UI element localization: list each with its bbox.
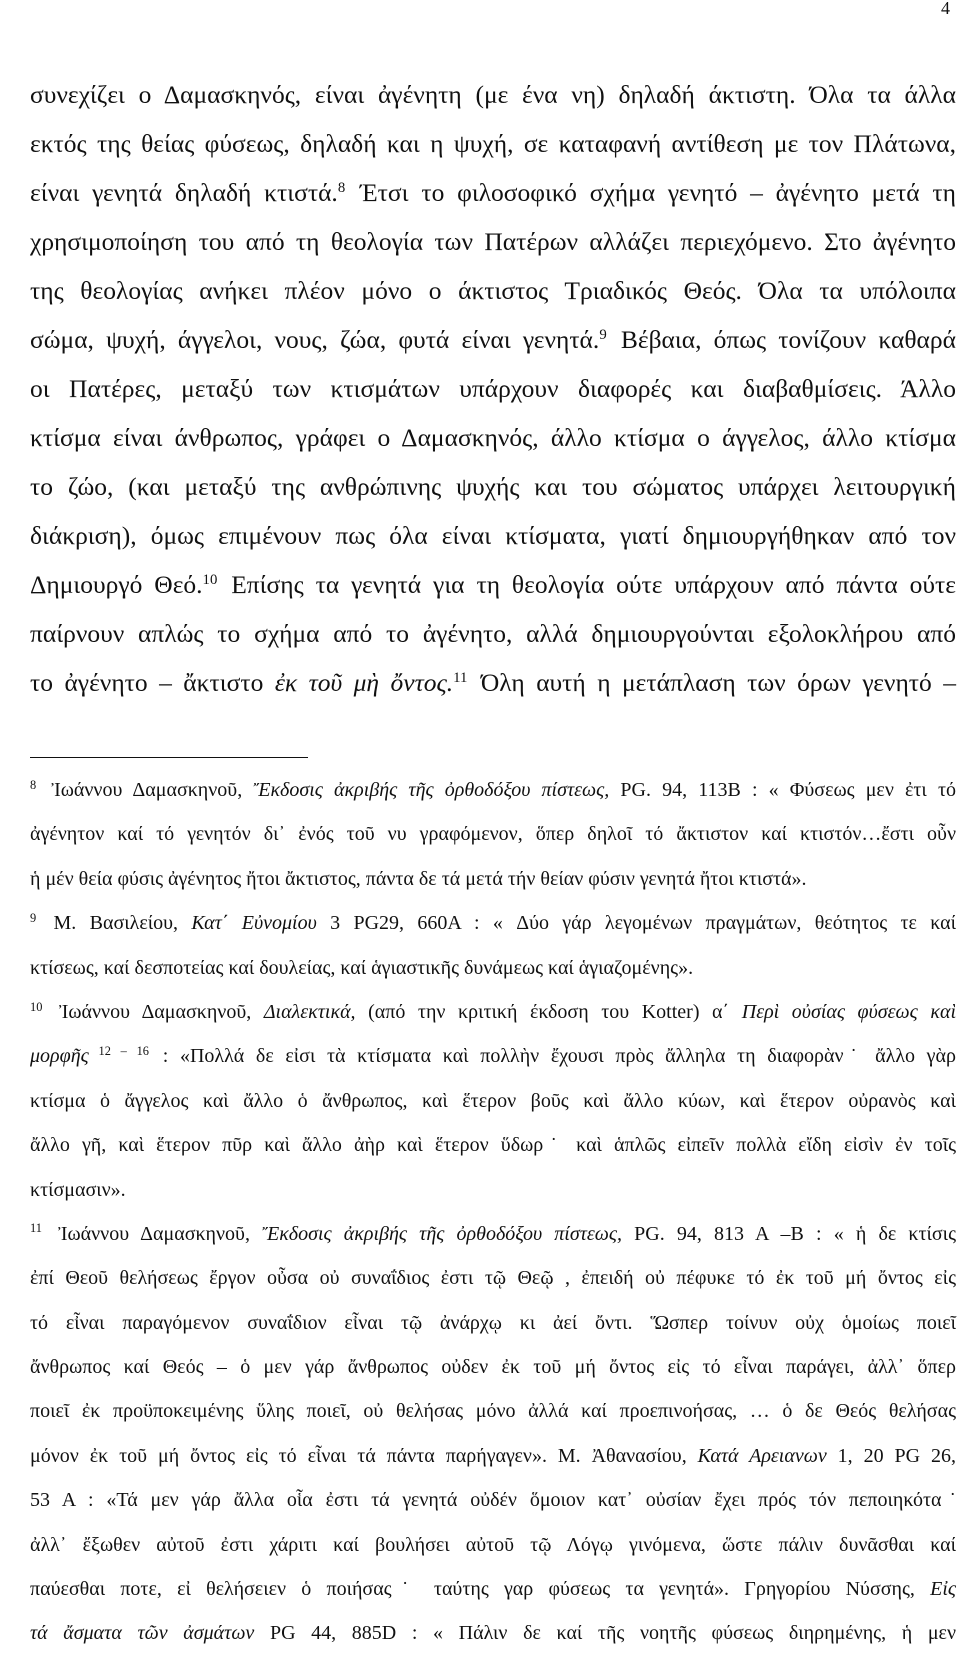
text-run: ἄνθρωπος καί Θεός – ὁ μεν γάρ ἄνθρωπος οὐδεν ἐκ τοῦ μή ὄντος εἰς τό εἶναι παράγει, ἀλλ᾽ ὅπερ xyxy=(30,1356,956,1379)
text-run: Επίσης τα γενητά για τη θεολογία ούτε υπάρχουν από πάντα ούτε xyxy=(219,570,956,599)
italic-title: Περὶ οὐσίας φύσεως καὶ xyxy=(741,1000,956,1023)
footnote-line xyxy=(30,1389,956,1433)
footnotes xyxy=(30,768,956,1656)
italic-title: μορφῆς xyxy=(30,1045,89,1068)
footnote-marker: 8 xyxy=(337,180,346,197)
text-run: κτίσεως, καί δεσποτείας καί δουλείας, καί ἁγιαστικῆς δυνάμεως καί ἁγιαζομένης». xyxy=(30,956,694,979)
footnote-line xyxy=(30,1567,956,1611)
body-line xyxy=(30,315,956,364)
text-run: είναι γενητά δηλαδή κτιστά. xyxy=(30,178,338,207)
text-run: ἄλλο γῆ, καὶ ἕτερον πῦρ καὶ ἄλλο ἀὴρ καὶ ἕτερον ὕδωρ˙ καὶ ἁπλῶς εἰπεῖν πολλὰ εἴδη εἰσὶν ἐν τοῖς xyxy=(30,1134,956,1157)
text-run: μόνον ἐκ τοῦ μή ὄντος εἰς τό εἶναι τά πάντα παρήγαγεν». Μ. Ἀθανασίου, xyxy=(30,1444,698,1467)
italic-title: Εἰς xyxy=(930,1578,956,1601)
text-run: διάκριση), όμως επιμένουν πως όλα είναι κτίσματα, γιατί δημιουργήθηκαν από τον xyxy=(30,521,956,550)
footnote-line xyxy=(30,1611,956,1655)
text-run: 53 A : «Τά μεν γάρ ἄλλα οἷα ἐστι τά γενητά οὐδέν ὅμοιον κατ᾽ οὐσίαν ἔχει πρός τόν πεποιηκότα˙ xyxy=(30,1489,956,1512)
text-run: ἀγένητον καί τό γενητόν δι᾽ ἐνός τοῦ νυ γραφόμενον, ὅπερ δηλοῖ τό ἄκτιστον καί κτιστόν…ἔστι οὖν xyxy=(30,823,956,846)
page-number: 4 xyxy=(941,0,950,18)
main-text-body xyxy=(30,70,956,707)
text-run: κτίσμασιν». xyxy=(30,1178,126,1201)
footnote-line xyxy=(30,1434,956,1478)
body-line xyxy=(30,658,956,707)
text-run: Ἰωάννου Δαμασκηνοῦ, xyxy=(46,1000,264,1023)
footnote-line xyxy=(30,857,956,901)
italic-title: Κατ΄ Εὐνομίου xyxy=(191,912,317,935)
italic-title: Ἔκδοσις ἀκριβής τῆς ὀρθοδόξου πίστεως, xyxy=(253,779,610,801)
text-run: Έτσι το φιλοσοφικό σχήμα γενητό – ἀγένητο μετά τη xyxy=(347,178,956,207)
footnote-line xyxy=(30,1168,956,1212)
footnote-marker: 9 xyxy=(599,327,607,344)
text-run: 3 PG29, 660A : « Δύο γάρ λεγομένων πραγμάτων, θεότητος τε καί xyxy=(316,912,956,935)
body-line xyxy=(30,609,956,658)
footnote-marker: 9 xyxy=(30,910,37,925)
footnote-marker: 10 xyxy=(30,999,43,1014)
body-line xyxy=(30,168,956,217)
text-run: : «Πολλά δε εἰσι τὰ κτίσματα καὶ πολλὴν ἔχουσι πρὸς ἄλληλα τη διαφορὰν˙ ἄλλο γὰρ xyxy=(162,1045,956,1068)
text-run: Βέβαια, όπως τονίζουν καθαρά xyxy=(608,325,956,354)
text-run: ἡ μέν θεία φύσις ἀγένητος ἤτοι ἄκτιστος, πάντα δε τά μετά τήν θείαν φύσιν γενητά ἤτοι κτιστά». xyxy=(30,867,807,890)
footnote-line xyxy=(30,1256,956,1300)
text-run: συνεχίζει ο Δαμασκηνός, είναι ἀγένητη (με ένα νη) δηλαδή άκτιστη. Όλα τα άλλα xyxy=(30,80,956,109)
text-run: Ἰωάννου Δαμασκηνοῦ, xyxy=(40,779,254,801)
footnote-marker: 8 xyxy=(30,777,37,792)
footnote-marker: 12 – 16 xyxy=(88,1043,159,1058)
text-run: 1, 20 PG 26, xyxy=(826,1444,956,1467)
footnote-line xyxy=(30,990,956,1034)
body-line xyxy=(30,364,956,413)
body-line xyxy=(30,217,956,266)
body-line xyxy=(30,266,956,315)
body-line xyxy=(30,119,956,168)
text-run: (από την κριτική έκδοση του Kotter) α΄ xyxy=(355,1000,742,1023)
text-run: το ἀγένητο – ἄκτιστο xyxy=(30,668,275,697)
text-run: το ζώο, (και μεταξύ της ανθρώπινης ψυχής και του σώματος υπάρχει λειτουργική xyxy=(30,472,956,501)
text-run: ἀλλ᾽ ἔξωθεν αὐτοῦ ἐστι χάριτι καί βουλήσει αὐτοῦ τῷ Λόγῳ γινόμενα, ὥστε πάλιν δυνᾶσθαι καί xyxy=(30,1533,956,1556)
footnote-line xyxy=(30,1079,956,1123)
text-run: κτίσμα ὁ ἄγγελος καὶ ἄλλο ὁ ἄνθρωπος, καὶ ἕτερον βοῦς καὶ ἄλλο κύων, καὶ ἕτερον οὐρανὸς καὶ xyxy=(30,1089,956,1112)
footnote-line xyxy=(30,1034,956,1078)
body-line xyxy=(30,511,956,560)
text-run: Ἰωάννου Δαμασκηνοῦ, xyxy=(45,1222,263,1245)
footnote-line xyxy=(30,1301,956,1345)
footnote-line xyxy=(30,812,956,856)
footnote-line xyxy=(30,901,956,945)
footnote-line xyxy=(30,946,956,990)
text-run: ποιεῖ ἐκ προϋποκειμένης ὕλης ποιεῖ, οὐ θελήσας μόνο ἀλλά καί προεπινοήσας, … ὁ δε Θεός θελήσας xyxy=(30,1400,956,1423)
text-run: σώμα, ψυχή, άγγελοι, νους, ζώα, φυτά είναι γενητά. xyxy=(30,325,600,354)
text-run: εκτός της θείας φύσεως, δηλαδή και η ψυχή, σε καταφανή αντίθεση με τον Πλάτωνα, xyxy=(30,129,956,158)
body-line xyxy=(30,560,956,609)
footnote-line xyxy=(30,768,956,812)
text-run: PG. 94, 813 A –B : « ἡ δε κτίσις xyxy=(622,1222,956,1245)
footnote-line xyxy=(30,1523,956,1567)
text-run: κτίσμα είναι άνθρωπος, γράφει ο Δαμασκηνός, άλλο κτίσμα ο άγγελος, άλλο κτίσμα xyxy=(30,423,956,452)
text-run: PG. 94, 113B : « Φύσεως μεν ἐτι τό xyxy=(609,779,956,801)
text-run: παύεσθαι ποτε, εἰ θελήσειεν ὁ ποιήσας˙ ταύτης γαρ φύσεως τα γενητά». Γρηγορίου Νύσσης, xyxy=(30,1578,931,1601)
text-run: παίρνουν απλώς το σχήμα από το ἀγένητο, αλλά δημιουργούνται εξολοκλήρου από xyxy=(30,619,956,648)
italic-title: Κατά Αρειανων xyxy=(697,1444,827,1467)
text-run: της θεολογίας ανήκει πλέον μόνο ο άκτιστος Τριαδικός Θεός. Όλα τα υπόλοιπα xyxy=(30,276,956,305)
body-line xyxy=(30,70,956,119)
footnote-line xyxy=(30,1123,956,1167)
text-run: χρησιμοποίηση του από τη θεολογία των Πατέρων αλλάζει περιεχόμενο. Στο ἀγένητο xyxy=(30,227,956,256)
text-run: ἐπί Θεοῦ θελήσεως ἔργον οὖσα οὐ συναΐδιος ἐστι τῷ Θεῷ , ἐπειδή οὐ πέφυκε τό ἐκ τοῦ μή ὄντος εἰς xyxy=(30,1267,956,1290)
footnote-line xyxy=(30,1212,956,1256)
footnote-marker: 10 xyxy=(202,572,218,589)
footnote-marker: 11 xyxy=(453,670,468,687)
footnote-line xyxy=(30,1345,956,1389)
italic-title: ἐκ τοῦ μὴ ὄντος. xyxy=(274,668,454,697)
italic-title: Διαλεκτικά, xyxy=(263,1000,356,1023)
text-run: PG 44, 885D : « Πάλιν δε καί τῆς νοητῆς φύσεως διηρημένης, ἡ μεν xyxy=(254,1622,956,1645)
body-line xyxy=(30,462,956,511)
text-run: οι Πατέρες, μεταξύ των κτισμάτων υπάρχουν διαφορές και διαβαθμίσεις. Άλλο xyxy=(30,374,956,403)
footnote-separator xyxy=(30,757,308,758)
italic-title: Ἔκδοσις ἀκριβής τῆς ὀρθοδόξου πίστεως, xyxy=(262,1222,622,1245)
footnote-marker: 11 xyxy=(30,1221,42,1236)
body-line xyxy=(30,413,956,462)
text-run: Δημιουργό Θεό. xyxy=(30,570,203,599)
footnote-line xyxy=(30,1478,956,1522)
italic-title: τά ἄσματα τῶν ἀσμάτων xyxy=(30,1622,255,1645)
text-run: Όλη αυτή η μετάπλαση των όρων γενητό – xyxy=(469,668,956,697)
text-run: τό εἶναι παραγόμενον συναΐδιον εἶναι τῷ ἀνάρχῳ κι ἀεί ὄντι. Ὥσπερ τοίνυν οὐχ ὁμοίως ποιεῖ xyxy=(30,1311,956,1334)
text-run: Μ. Βασιλείου, xyxy=(40,912,192,935)
